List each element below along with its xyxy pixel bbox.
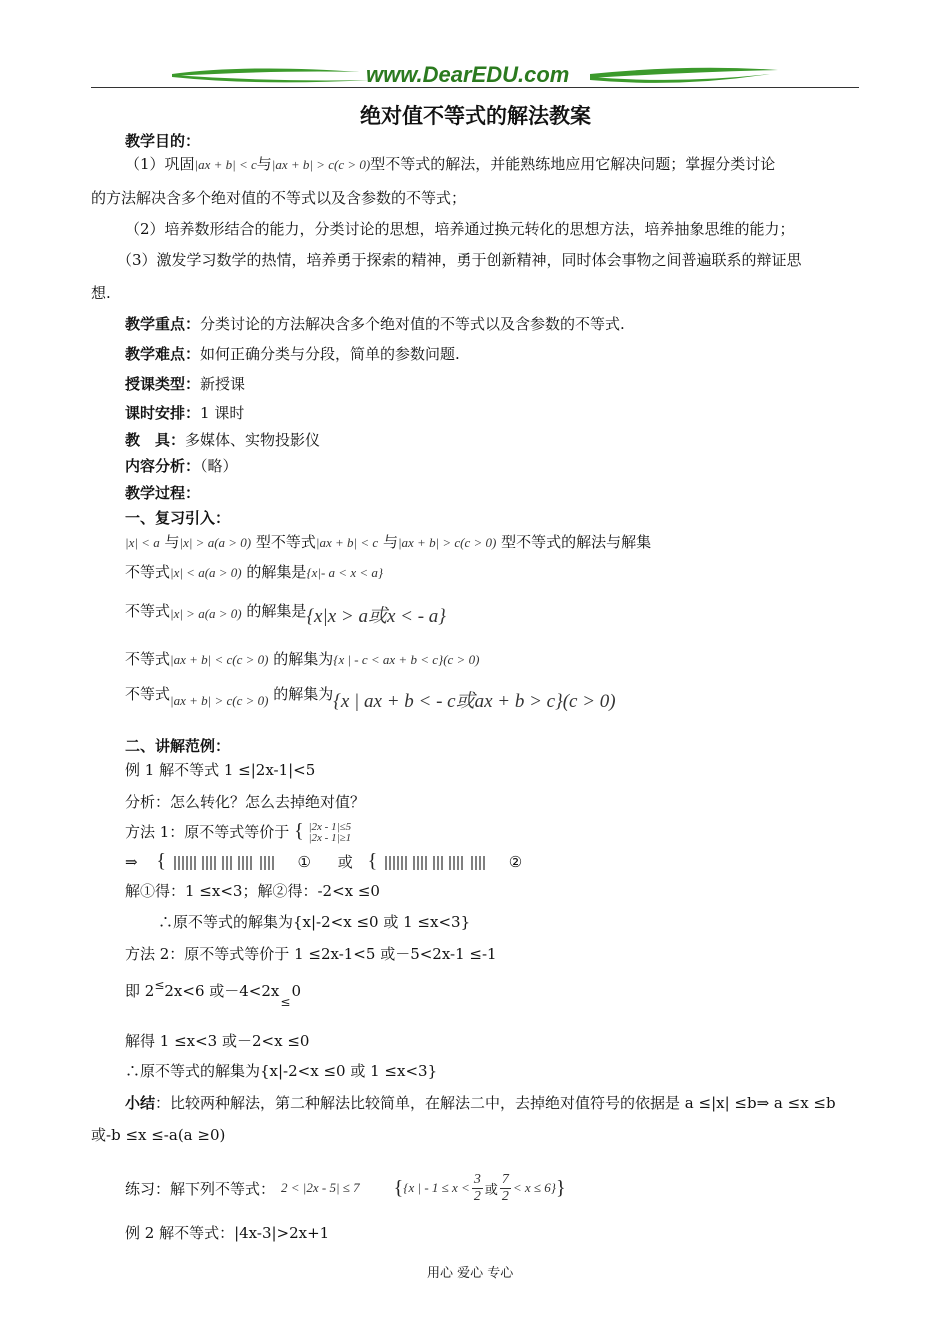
practice: 练习：解下列不等式： 2 < |2x - 5| ≤ 7 { {x | - 1 ≤ x < $\frac{3}{2}$ 或 $\frac{7}{2}$ < x ≤ 6} }: [125, 1171, 566, 1204]
method-1: 方法 1：原不等式等价于 { |2x - 1|≤5 |2x - 1|≥1: [125, 820, 352, 844]
review-heading: 一、复习引入：: [125, 509, 231, 527]
review-line-2: 不等式|x| < a(a > 0) 的解集是{x|- a < x < a}: [125, 563, 384, 581]
review-line-3: 不等式|x| > a(a > 0) 的解集是{x|x > a或x < - a}: [125, 602, 446, 627]
analysis-line: 分析：怎么转化？怎么去掉绝对值？: [125, 793, 366, 811]
header-rule: [91, 87, 859, 88]
solution-2: ∴原不等式的解集为{x|-2<x ≤0 或 1 ≤x<3}: [125, 1062, 438, 1080]
summary-cont: 或-b ≤x ≤-a(a ≥0): [91, 1126, 226, 1144]
objective-1-cont: 的方法解决含多个绝对值的不等式以及含参数的不等式；: [91, 189, 467, 207]
objective-1: （1）巩固|ax + b| < c与|ax + b| > c(c > 0)型不等式的解法，并能熟练地应用它解决问题；掌握分类讨论: [125, 155, 776, 173]
solution-1: ∴原不等式的解集为{x|-2<x ≤0 或 1 ≤x<3}: [158, 913, 471, 931]
objective-3-cont: 想.: [91, 284, 111, 302]
method-2: 方法 2：原不等式等价于 1 ≤2x-1<5 或－5<2x-1 ≤-1: [125, 945, 497, 963]
solve-1: 解①得：1 ≤x<3；解②得：-2<x ≤0: [125, 882, 380, 900]
review-line-4: 不等式|ax + b| < c(c > 0) 的解集为{x | - c < ax + b < c}(c > 0): [125, 650, 480, 668]
method-1-cases: ⇒ { ① 或 { ②: [125, 850, 523, 872]
teaching-difficulty: 教学难点：如何正确分类与分段，简单的参数问题.: [125, 345, 460, 363]
content-analysis: 内容分析：（略）: [125, 457, 238, 475]
teaching-tools: 教 具：多媒体、实物投影仪: [125, 431, 321, 449]
solve-2: 解得 1 ≤x<3 或－2<x ≤0: [125, 1032, 310, 1050]
summary: 小结：比较两种解法，第二种解法比较简单，在解法二中，去掉绝对值符号的依据是 a ≤|x| ≤b⇒ a ≤x ≤b: [125, 1094, 836, 1112]
method-2-b: 即 2≤2x<6 或$-4<2x_\le 0$: [125, 978, 301, 1009]
example-2: 例 2 解不等式：|4x-3|>2x+1: [125, 1224, 330, 1242]
lesson-type: 授课类型：新授课: [125, 375, 246, 393]
review-line-5: 不等式|ax + b| > c(c > 0) 的解集为{x | ax + b < - c或ax + b > c}(c > 0): [125, 685, 616, 712]
header-logo: [170, 62, 780, 88]
page-footer: 用心 爱心 专心: [427, 1266, 514, 1281]
lesson-time: 课时安排：1 课时: [125, 404, 245, 422]
examples-heading: 二、讲解范例：: [125, 737, 231, 755]
teaching-focus: 教学重点：分类讨论的方法解决含多个绝对值的不等式以及含参数的不等式.: [125, 315, 625, 333]
objective-2: （2）培养数形结合的能力，分类讨论的思想，培养通过换元转化的思想方法，培养抽象思维的能力；: [125, 220, 795, 238]
example-1: 例 1 解不等式 1 ≤|2x-1|<5: [125, 761, 316, 779]
page-title: 绝对值不等式的解法教案: [360, 103, 591, 128]
objectives-heading: 教学目的：: [125, 132, 201, 150]
process-heading: 教学过程：: [125, 484, 201, 502]
objective-3: （3）激发学习数学的热情，培养勇于探索的精神，勇于创新精神，同时体会事物之间普遍联系的辩证思: [117, 251, 802, 269]
review-line-1: |x| < a 与|x| > a(a > 0) 型不等式|ax + b| < c 与|ax + b| > c(c > 0) 型不等式的解法与解集: [125, 533, 652, 551]
logo-text: www.DearEDU.com: [366, 62, 570, 87]
